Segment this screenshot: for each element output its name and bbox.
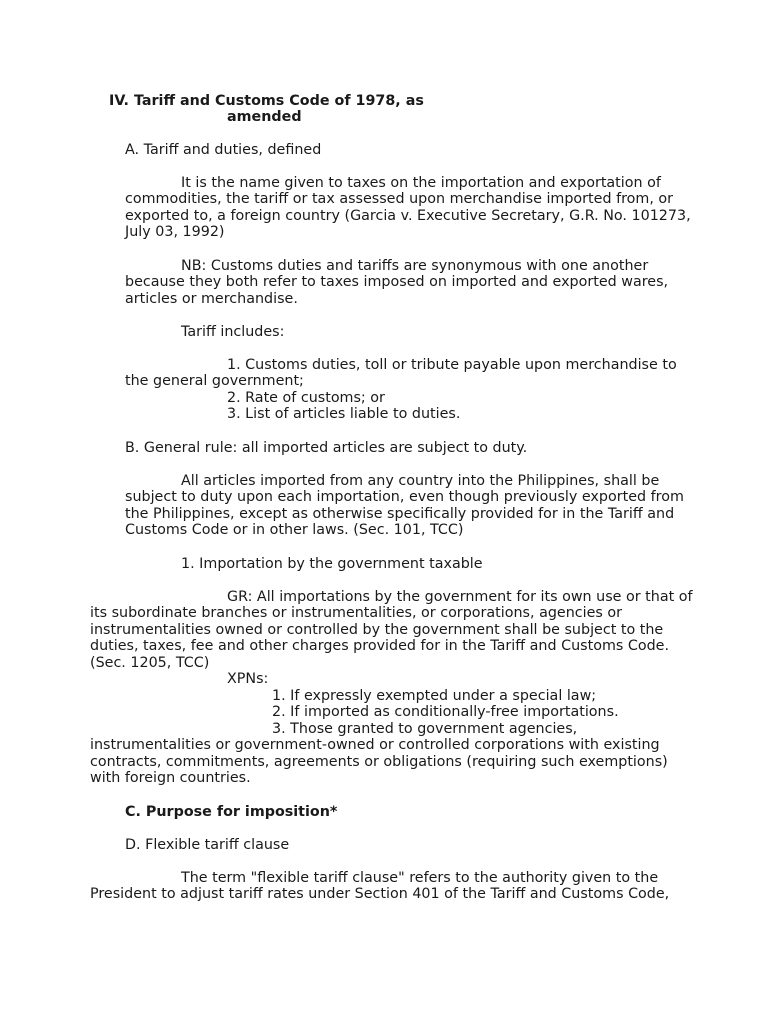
xpn-item: instrumentalities or government-owned or controlled corporations with existing <box>90 737 660 753</box>
rule-line: the Philippines, except as otherwise specifically provided for in the Tariff and <box>125 506 675 522</box>
rule-line: All articles imported from any country into the Philippines, shall be <box>181 473 660 489</box>
definition-line: commodities, the tariff or tax assessed upon merchandise imported from, or <box>125 191 674 207</box>
heading-line-2: amended <box>227 109 302 125</box>
xpns-label: XPNs: <box>227 671 269 687</box>
flexible-clause-line: The term "flexible tariff clause" refers to the authority given to the <box>181 870 659 886</box>
xpn-item: with foreign countries. <box>90 770 251 786</box>
sub-item-title: 1. Importation by the government taxable <box>181 556 483 572</box>
gr-line: its subordinate branches or instrumentalities, or corporations, agencies or <box>90 605 623 621</box>
note-line: because they both refer to taxes imposed on imported and exported wares, <box>125 274 669 290</box>
xpn-item: 1. If expressly exempted under a special law; <box>272 688 597 704</box>
includes-item: 3. List of articles liable to duties. <box>227 406 461 422</box>
gr-line: instrumentalities owned or controlled by the government shall be subject to the <box>90 622 664 638</box>
note-line: articles or merchandise. <box>125 291 298 307</box>
includes-item: 1. Customs duties, toll or tribute payable upon merchandise to <box>227 357 677 373</box>
definition-line: July 03, 1992) <box>125 224 225 240</box>
includes-item: the general government; <box>125 373 304 389</box>
definition-line: It is the name given to taxes on the importation and exportation of <box>181 175 661 191</box>
heading-line-1: IV. Tariff and Customs Code of 1978, as <box>109 93 424 109</box>
gr-line: (Sec. 1205, TCC) <box>90 655 210 671</box>
flexible-clause-line: President to adjust tariff rates under Section 401 of the Tariff and Customs Code, <box>90 886 670 902</box>
xpn-item: 3. Those granted to government agencies, <box>272 721 578 737</box>
includes-item: 2. Rate of customs; or <box>227 390 385 406</box>
section-a-title: A. Tariff and duties, defined <box>125 142 322 158</box>
rule-line: Customs Code or in other laws. (Sec. 101, TCC) <box>125 522 464 538</box>
xpn-item: contracts, commitments, agreements or obligations (requiring such exemptions) <box>90 754 668 770</box>
section-b-title: B. General rule: all imported articles are subject to duty. <box>125 440 528 456</box>
section-c-title: C. Purpose for imposition* <box>125 804 338 820</box>
gr-line: GR: All importations by the government for its own use or that of <box>227 589 693 605</box>
rule-line: subject to duty upon each importation, even though previously exported from <box>125 489 684 505</box>
xpn-item: 2. If imported as conditionally-free importations. <box>272 704 619 720</box>
tariff-includes-label: Tariff includes: <box>181 324 285 340</box>
note-line: NB: Customs duties and tariffs are synonymous with one another <box>181 258 649 274</box>
section-d-title: D. Flexible tariff clause <box>125 837 290 853</box>
definition-line: exported to, a foreign country (Garcia v. Executive Secretary, G.R. No. 101273, <box>125 208 691 224</box>
gr-line: duties, taxes, fee and other charges provided for in the Tariff and Customs Code. <box>90 638 670 654</box>
